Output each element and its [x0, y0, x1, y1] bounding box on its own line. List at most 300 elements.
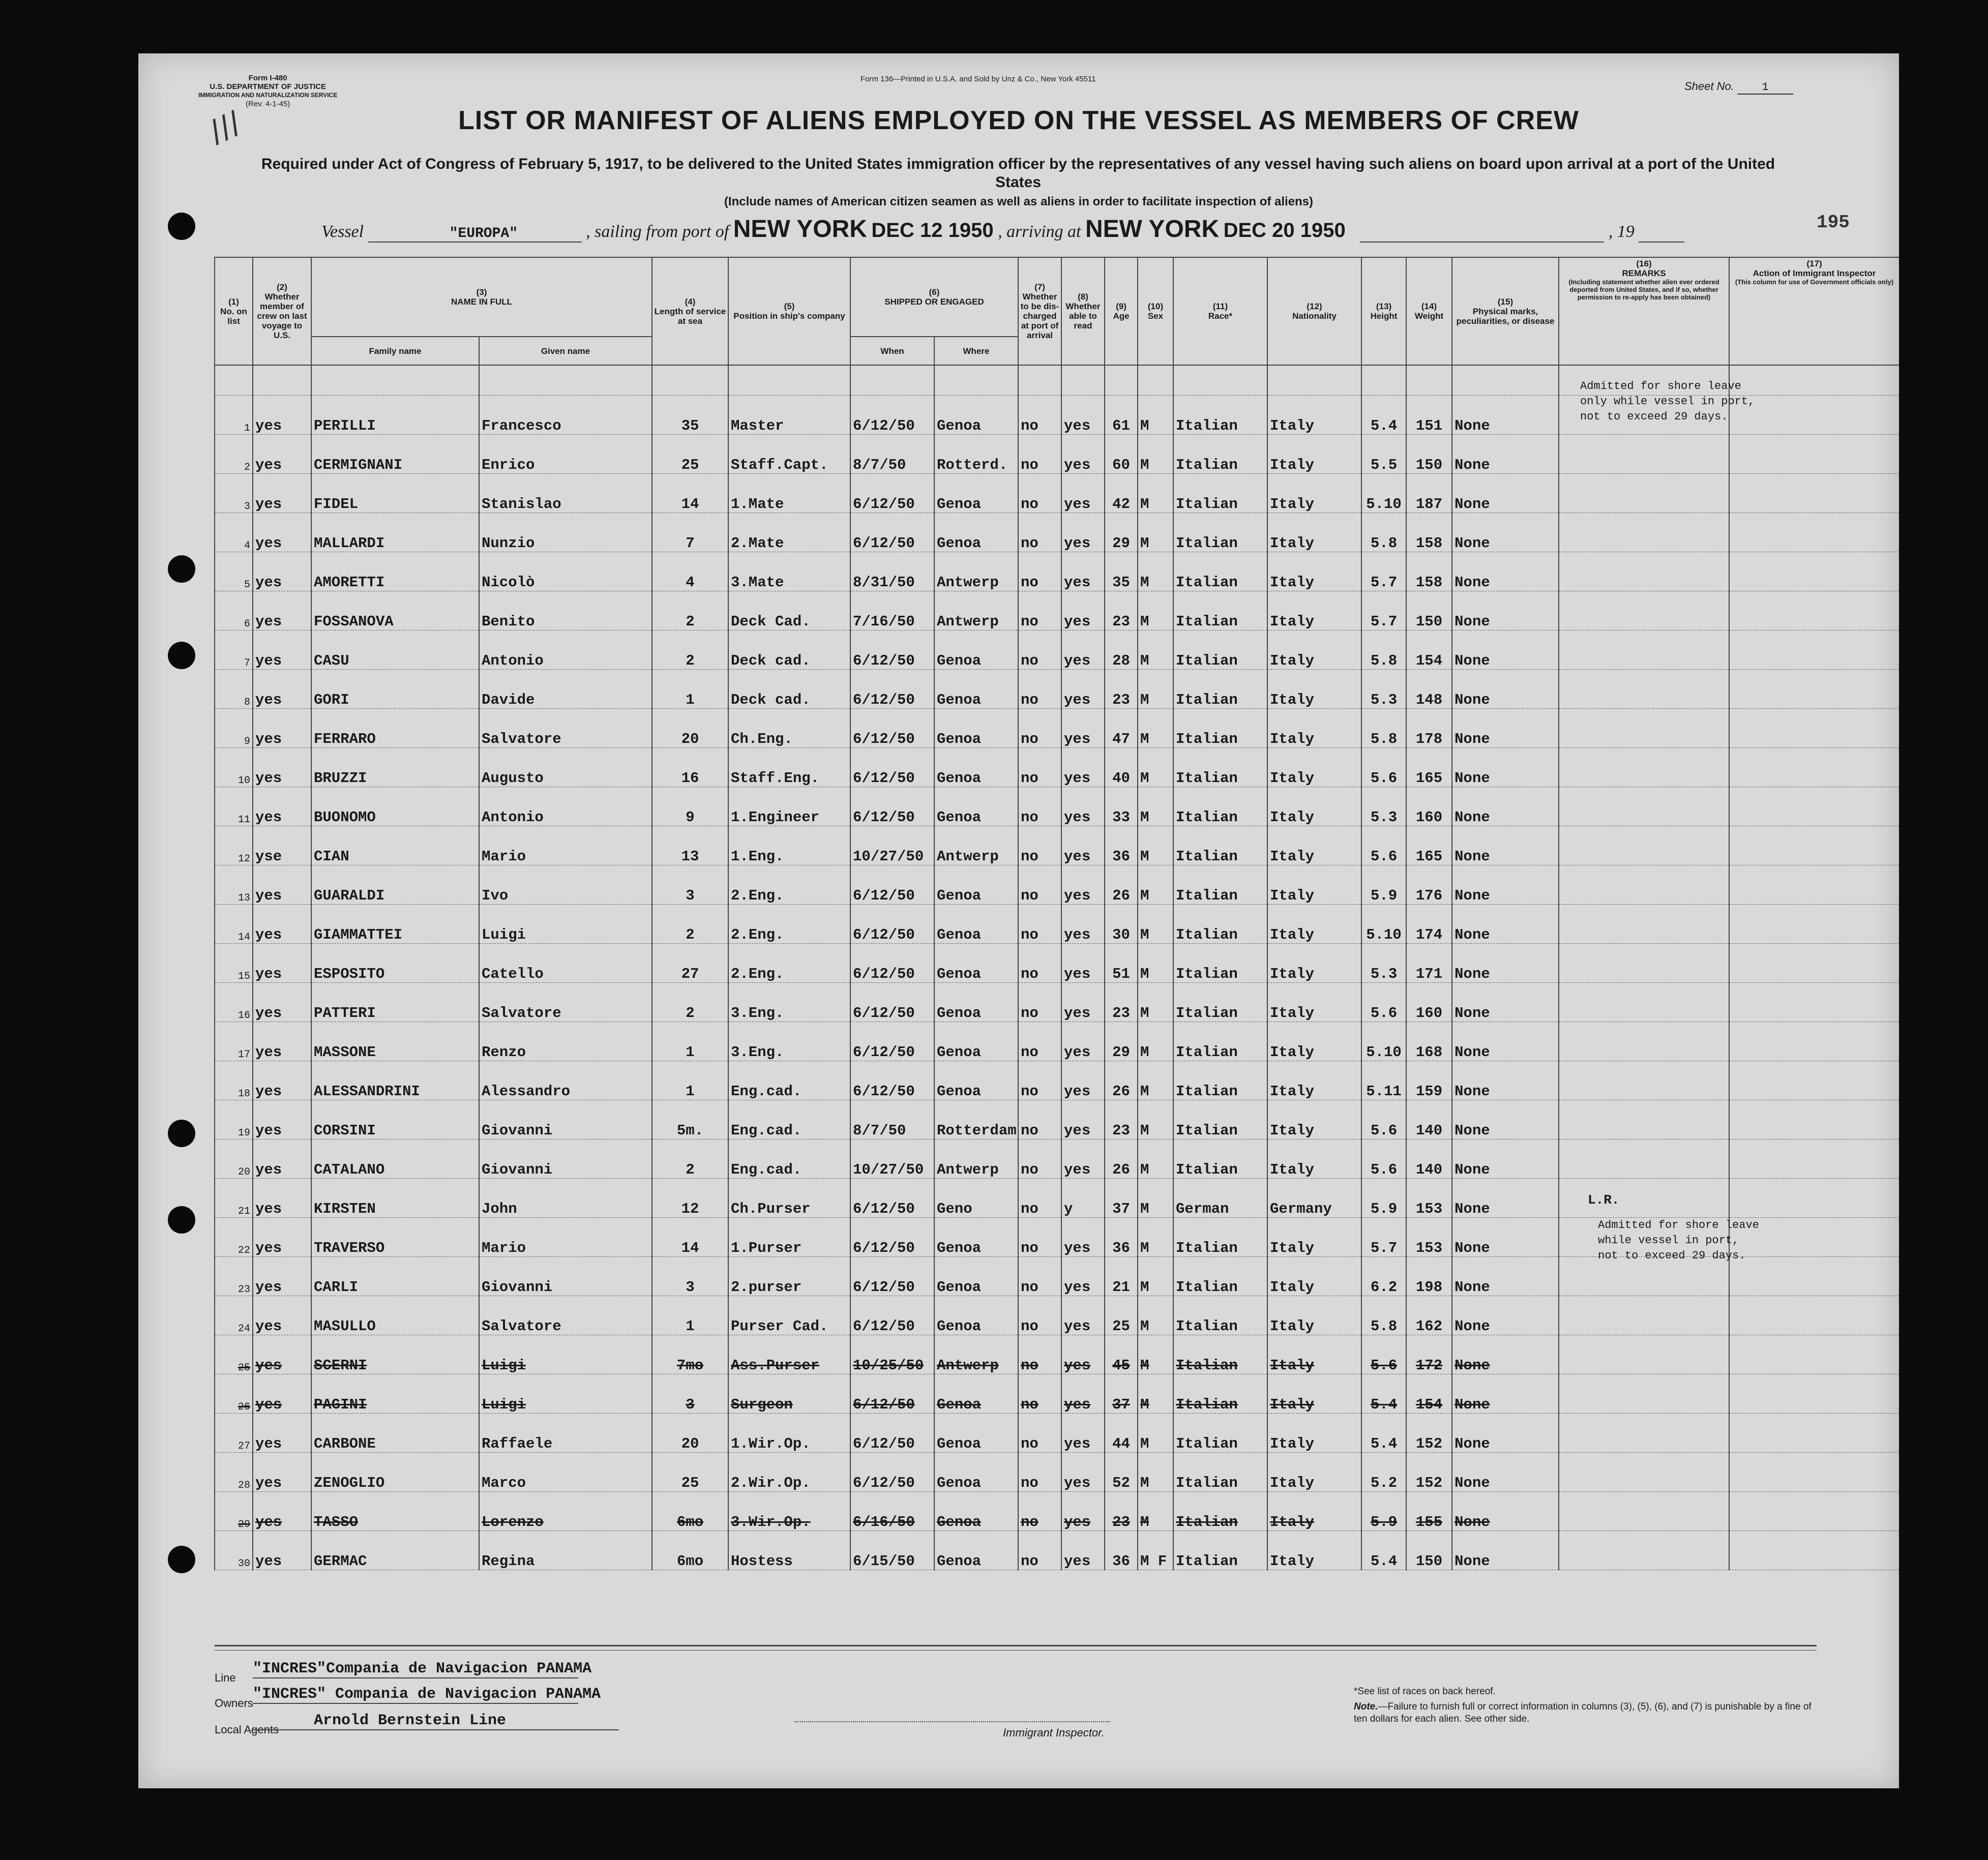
margin-cell [138, 865, 215, 905]
sex: M [1138, 552, 1173, 591]
sex: M [1138, 1296, 1173, 1335]
length-of-service: 3 [652, 1257, 728, 1296]
nationality: Italy [1267, 1296, 1361, 1335]
margin-cell [138, 1414, 215, 1453]
shipped-where: Genoa [934, 1453, 1018, 1492]
family-name: CORSINI [311, 1100, 479, 1139]
age: 35 [1105, 552, 1138, 591]
family-name: CIAN [311, 826, 479, 865]
family-name: TASSO [311, 1492, 479, 1531]
action-cell [1729, 748, 1899, 787]
remarks-cell [1559, 1179, 1729, 1218]
remarks-cell [1559, 1061, 1729, 1100]
race: Italian [1173, 905, 1267, 944]
race: Italian [1173, 1218, 1267, 1257]
family-name: ALESSANDRINI [311, 1061, 479, 1100]
shipped-when: 6/12/50 [850, 905, 934, 944]
weight: 187 [1406, 474, 1452, 513]
shipped-where: Antwerp [934, 1335, 1018, 1374]
given-name: Luigi [479, 905, 652, 944]
nationality: Italy [1267, 474, 1361, 513]
remark-row-21-mark: L.R. [1588, 1192, 1620, 1208]
shipped-where: Genoa [934, 983, 1018, 1022]
member-last-voyage: yes [253, 1179, 311, 1218]
table-row [138, 552, 1899, 591]
penalty-note [1354, 1701, 1822, 1725]
able-to-read: y [1061, 1179, 1105, 1218]
col-length-service: (4) Length of service at sea [652, 257, 728, 365]
col-sex: (10) Sex [1138, 257, 1173, 365]
given-name: Alessandro [479, 1061, 652, 1100]
family-name: PATTERI [311, 983, 479, 1022]
member-last-voyage: yes [253, 1492, 311, 1531]
family-name: CATALANO [311, 1139, 479, 1179]
line-value: "INCRES"Compania de Navigacion PANAMA [253, 1660, 592, 1677]
form-identifier-block [198, 74, 337, 108]
height: 5.8 [1361, 1296, 1406, 1335]
sex: M [1138, 826, 1173, 865]
shipped-when: 6/16/50 [850, 1492, 934, 1531]
shipped-where: Antwerp [934, 552, 1018, 591]
weight: 165 [1406, 748, 1452, 787]
arriving-date: DEC 20 1950 [1223, 219, 1346, 242]
action-cell [1729, 983, 1899, 1022]
row-number: 29 [215, 1492, 253, 1531]
action-cell [1729, 1453, 1899, 1492]
action-cell [1729, 670, 1899, 709]
given-name: Mario [479, 826, 652, 865]
family-name: GIAMMATTEI [311, 905, 479, 944]
weight: 198 [1406, 1257, 1452, 1296]
crew-manifest-table [138, 257, 1899, 1570]
margin-cell [138, 1374, 215, 1414]
member-last-voyage: yes [253, 1531, 311, 1570]
given-name: Giovanni [479, 1100, 652, 1139]
position: 3.Wir.Op. [728, 1492, 850, 1531]
member-last-voyage: yes [253, 1139, 311, 1179]
remarks-cell [1559, 1374, 1729, 1414]
given-name: Davide [479, 670, 652, 709]
action-cell [1729, 552, 1899, 591]
remarks-cell [1559, 631, 1729, 670]
shipped-where: Genoa [934, 787, 1018, 826]
to-be-discharged: no [1018, 1492, 1061, 1531]
physical-marks: None [1452, 826, 1559, 865]
table-row [138, 709, 1899, 748]
weight: 172 [1406, 1335, 1452, 1374]
to-be-discharged: no [1018, 1453, 1061, 1492]
height: 5.8 [1361, 513, 1406, 552]
sailing-label: , sailing from port of [586, 222, 729, 241]
to-be-discharged: no [1018, 396, 1061, 435]
col-where: Where [934, 337, 1018, 365]
to-be-discharged: no [1018, 552, 1061, 591]
weight: 165 [1406, 826, 1452, 865]
race: Italian [1173, 396, 1267, 435]
service: IMMIGRATION AND NATURALIZATION SERVICE [198, 92, 338, 99]
vessel-name: "EUROPA" [449, 226, 518, 242]
length-of-service: 4 [652, 552, 728, 591]
weight: 148 [1406, 670, 1452, 709]
position: Deck Cad. [728, 591, 850, 631]
nationality: Italy [1267, 552, 1361, 591]
given-name: Marco [479, 1453, 652, 1492]
action-cell [1729, 787, 1899, 826]
table-row [138, 670, 1899, 709]
weight: 174 [1406, 905, 1452, 944]
nationality: Italy [1267, 1414, 1361, 1453]
row-number: 3 [215, 474, 253, 513]
punch-hole [168, 1120, 195, 1147]
able-to-read: yes [1061, 944, 1105, 983]
action-cell [1729, 1531, 1899, 1570]
member-last-voyage: yes [253, 983, 311, 1022]
sex: M [1138, 944, 1173, 983]
age: 23 [1105, 983, 1138, 1022]
family-name: CASU [311, 631, 479, 670]
action-cell [1729, 591, 1899, 631]
row-number: 16 [215, 983, 253, 1022]
remarks-cell [1559, 552, 1729, 591]
race: Italian [1173, 474, 1267, 513]
position: Hostess [728, 1531, 850, 1570]
department: U.S. DEPARTMENT OF JUSTICE [210, 82, 327, 91]
shipped-when: 6/12/50 [850, 1218, 934, 1257]
remarks-cell [1559, 435, 1729, 474]
table-header-row [138, 257, 1899, 337]
col-when: When [850, 337, 934, 365]
remarks-cell [1559, 748, 1729, 787]
col-shipped-engaged: (6) SHIPPED OR ENGAGED [850, 257, 1018, 337]
race: Italian [1173, 552, 1267, 591]
sheet-number-value: 1 [1737, 81, 1793, 95]
race: Italian [1173, 1257, 1267, 1296]
form-number: Form I-480 [248, 74, 287, 82]
margin-cell [138, 1335, 215, 1374]
race: Italian [1173, 513, 1267, 552]
able-to-read: yes [1061, 865, 1105, 905]
position: 2.purser [728, 1257, 850, 1296]
margin-cell [138, 474, 215, 513]
page-title: LIST OR MANIFEST OF ALIENS EMPLOYED ON THE VESSEL AS MEMBERS OF CREW [458, 106, 1579, 135]
to-be-discharged: no [1018, 1139, 1061, 1179]
action-cell [1729, 709, 1899, 748]
height: 5.7 [1361, 1218, 1406, 1257]
action-cell [1729, 1179, 1899, 1218]
manifest-sheet [138, 53, 1899, 1788]
sex: M [1138, 905, 1173, 944]
nationality: Italy [1267, 944, 1361, 983]
to-be-discharged: no [1018, 513, 1061, 552]
shipped-when: 6/12/50 [850, 944, 934, 983]
margin-cell [138, 1257, 215, 1296]
given-name: Regina [479, 1531, 652, 1570]
shipped-where: Genoa [934, 1296, 1018, 1335]
col-family-name: Family name [311, 337, 479, 365]
punch-hole [168, 1206, 195, 1234]
nationality: Italy [1267, 865, 1361, 905]
age: 52 [1105, 1453, 1138, 1492]
race: Italian [1173, 591, 1267, 631]
row-number: 8 [215, 670, 253, 709]
given-name: Benito [479, 591, 652, 631]
remarks-cell [1559, 1531, 1729, 1570]
remarks-cell [1559, 1139, 1729, 1179]
physical-marks: None [1452, 1492, 1559, 1531]
family-name: GORI [311, 670, 479, 709]
family-name: GUARALDI [311, 865, 479, 905]
sex: M [1138, 1022, 1173, 1061]
weight: 159 [1406, 1061, 1452, 1100]
to-be-discharged: no [1018, 826, 1061, 865]
to-be-discharged: no [1018, 709, 1061, 748]
family-name: TRAVERSO [311, 1218, 479, 1257]
race: Italian [1173, 1453, 1267, 1492]
height: 5.6 [1361, 826, 1406, 865]
able-to-read: yes [1061, 1492, 1105, 1531]
shipped-when: 6/12/50 [850, 631, 934, 670]
given-name: Salvatore [479, 709, 652, 748]
sex: M [1138, 435, 1173, 474]
remarks-cell [1559, 1453, 1729, 1492]
weight: 158 [1406, 513, 1452, 552]
age: 37 [1105, 1374, 1138, 1414]
subtitle: Required under Act of Congress of February 5, 1917, to be delivered to the United States immigration officer by the representatives of any vessel having such aliens on board upon arrival at a port of the United States [261, 156, 1775, 191]
weight: 153 [1406, 1218, 1452, 1257]
weight: 154 [1406, 631, 1452, 670]
margin-header [138, 257, 215, 365]
margin-cell [138, 787, 215, 826]
row-number: 10 [215, 748, 253, 787]
able-to-read: yes [1061, 1061, 1105, 1100]
remarks-cell [1559, 944, 1729, 983]
given-name: Luigi [479, 1335, 652, 1374]
age: 42 [1105, 474, 1138, 513]
page-number: 195 [1817, 212, 1850, 233]
weight: 140 [1406, 1139, 1452, 1179]
shipped-where: Genoa [934, 670, 1018, 709]
shipped-where: Genoa [934, 1492, 1018, 1531]
height: 5.7 [1361, 591, 1406, 631]
length-of-service: 2 [652, 905, 728, 944]
weight: 178 [1406, 709, 1452, 748]
position: Ch.Purser [728, 1179, 850, 1218]
shipped-where: Genoa [934, 709, 1018, 748]
nationality: Italy [1267, 1492, 1361, 1531]
physical-marks: None [1452, 1257, 1559, 1296]
member-last-voyage: yse [253, 826, 311, 865]
length-of-service: 2 [652, 591, 728, 631]
sex: M [1138, 1335, 1173, 1374]
owners-label: Owners [215, 1697, 253, 1709]
shipped-where: Genoa [934, 1218, 1018, 1257]
shipped-where: Rotterd. [934, 435, 1018, 474]
shipped-where: Genoa [934, 513, 1018, 552]
table-row [138, 1414, 1899, 1453]
age: 36 [1105, 826, 1138, 865]
punch-hole [168, 213, 195, 240]
shipped-when: 7/16/50 [850, 591, 934, 631]
printer-credit: Form 136—Printed in U.S.A. and Sold by Unz & Co., New York 45511 [861, 75, 1096, 83]
length-of-service: 12 [652, 1179, 728, 1218]
age: 40 [1105, 748, 1138, 787]
race: German [1173, 1179, 1267, 1218]
physical-marks: None [1452, 631, 1559, 670]
height: 5.9 [1361, 1179, 1406, 1218]
row-number: 4 [215, 513, 253, 552]
length-of-service: 13 [652, 826, 728, 865]
race: Italian [1173, 944, 1267, 983]
age: 29 [1105, 513, 1138, 552]
sex: M [1138, 591, 1173, 631]
shipped-where: Genoa [934, 905, 1018, 944]
family-name: AMORETTI [311, 552, 479, 591]
able-to-read: yes [1061, 552, 1105, 591]
age: 44 [1105, 1414, 1138, 1453]
shipped-when: 10/27/50 [850, 1139, 934, 1179]
given-name: Nicolò [479, 552, 652, 591]
race: Italian [1173, 787, 1267, 826]
age: 23 [1105, 670, 1138, 709]
remarks-cell [1559, 865, 1729, 905]
shipped-where: Antwerp [934, 1139, 1018, 1179]
col-nationality: (12) Nationality [1267, 257, 1361, 365]
able-to-read: yes [1061, 1022, 1105, 1061]
length-of-service: 2 [652, 983, 728, 1022]
nationality: Italy [1267, 1335, 1361, 1374]
able-to-read: yes [1061, 513, 1105, 552]
row-number: 9 [215, 709, 253, 748]
length-of-service: 9 [652, 787, 728, 826]
member-last-voyage: yes [253, 1218, 311, 1257]
height: 5.3 [1361, 944, 1406, 983]
shipped-when: 6/12/50 [850, 1296, 934, 1335]
physical-marks: None [1452, 1374, 1559, 1414]
member-last-voyage: yes [253, 865, 311, 905]
physical-marks: None [1452, 1022, 1559, 1061]
physical-marks: None [1452, 474, 1559, 513]
length-of-service: 25 [652, 435, 728, 474]
to-be-discharged: no [1018, 748, 1061, 787]
physical-marks: None [1452, 1335, 1559, 1374]
row-number: 21 [215, 1179, 253, 1218]
family-name: FIDEL [311, 474, 479, 513]
table-row [138, 787, 1899, 826]
height: 5.7 [1361, 552, 1406, 591]
action-cell [1729, 1374, 1899, 1414]
physical-marks: None [1452, 944, 1559, 983]
shipped-when: 6/12/50 [850, 396, 934, 435]
remarks-cell [1559, 826, 1729, 865]
to-be-discharged: no [1018, 474, 1061, 513]
physical-marks: None [1452, 1179, 1559, 1218]
position: 3.Mate [728, 552, 850, 591]
remarks-cell [1559, 905, 1729, 944]
able-to-read: yes [1061, 1414, 1105, 1453]
weight: 176 [1406, 865, 1452, 905]
to-be-discharged: no [1018, 1022, 1061, 1061]
length-of-service: 1 [652, 1296, 728, 1335]
to-be-discharged: no [1018, 1257, 1061, 1296]
weight: 162 [1406, 1296, 1452, 1335]
sex: M [1138, 631, 1173, 670]
sex: M [1138, 1453, 1173, 1492]
sex: M [1138, 865, 1173, 905]
given-name: Nunzio [479, 513, 652, 552]
shipped-where: Genoa [934, 1414, 1018, 1453]
row-number: 5 [215, 552, 253, 591]
sex: M [1138, 1061, 1173, 1100]
shipped-when: 6/12/50 [850, 513, 934, 552]
able-to-read: yes [1061, 1531, 1105, 1570]
agents-value: Arnold Bernstein Line [253, 1712, 619, 1730]
row-number: 20 [215, 1139, 253, 1179]
weight: 160 [1406, 983, 1452, 1022]
shipped-when: 6/12/50 [850, 748, 934, 787]
row-number: 13 [215, 865, 253, 905]
to-be-discharged: no [1018, 1531, 1061, 1570]
weight: 160 [1406, 787, 1452, 826]
given-name: Ivo [479, 865, 652, 905]
shipped-where: Antwerp [934, 826, 1018, 865]
col-age: (9) Age [1105, 257, 1138, 365]
height: 5.5 [1361, 435, 1406, 474]
given-name: Renzo [479, 1022, 652, 1061]
sex: M [1138, 709, 1173, 748]
action-cell [1729, 1100, 1899, 1139]
family-name: PERILLI [311, 396, 479, 435]
nationality: Italy [1267, 1453, 1361, 1492]
able-to-read: yes [1061, 1296, 1105, 1335]
agents-label: Local Agents [215, 1723, 279, 1736]
row-number: 28 [215, 1453, 253, 1492]
action-cell [1729, 1296, 1899, 1335]
age: 60 [1105, 435, 1138, 474]
height: 5.2 [1361, 1453, 1406, 1492]
position: 1.Eng. [728, 826, 850, 865]
able-to-read: yes [1061, 826, 1105, 865]
table-row [138, 1139, 1899, 1179]
table-row [138, 631, 1899, 670]
table-row [138, 474, 1899, 513]
weight: 152 [1406, 1453, 1452, 1492]
remarks-cell [1559, 1296, 1729, 1335]
height: 5.4 [1361, 1531, 1406, 1570]
row-number: 17 [215, 1022, 253, 1061]
race: Italian [1173, 1335, 1267, 1374]
shipped-when: 8/7/50 [850, 1100, 934, 1139]
race: Italian [1173, 1296, 1267, 1335]
margin-cell [138, 983, 215, 1022]
nationality: Italy [1267, 787, 1361, 826]
inspector-label: Immigrant Inspector. [1003, 1726, 1105, 1739]
length-of-service: 20 [652, 1414, 728, 1453]
shipped-where: Genoa [934, 631, 1018, 670]
age: 23 [1105, 1100, 1138, 1139]
age: 36 [1105, 1531, 1138, 1570]
physical-marks: None [1452, 552, 1559, 591]
shipped-where: Geno [934, 1179, 1018, 1218]
to-be-discharged: no [1018, 1061, 1061, 1100]
weight: 155 [1406, 1492, 1452, 1531]
nationality: Italy [1267, 1022, 1361, 1061]
races-note: *See list of races on back hereof. [1354, 1686, 1496, 1697]
table-row [138, 1453, 1899, 1492]
crew-table-body [138, 365, 1899, 1570]
length-of-service: 7mo [652, 1335, 728, 1374]
physical-marks: None [1452, 513, 1559, 552]
length-of-service: 1 [652, 1022, 728, 1061]
